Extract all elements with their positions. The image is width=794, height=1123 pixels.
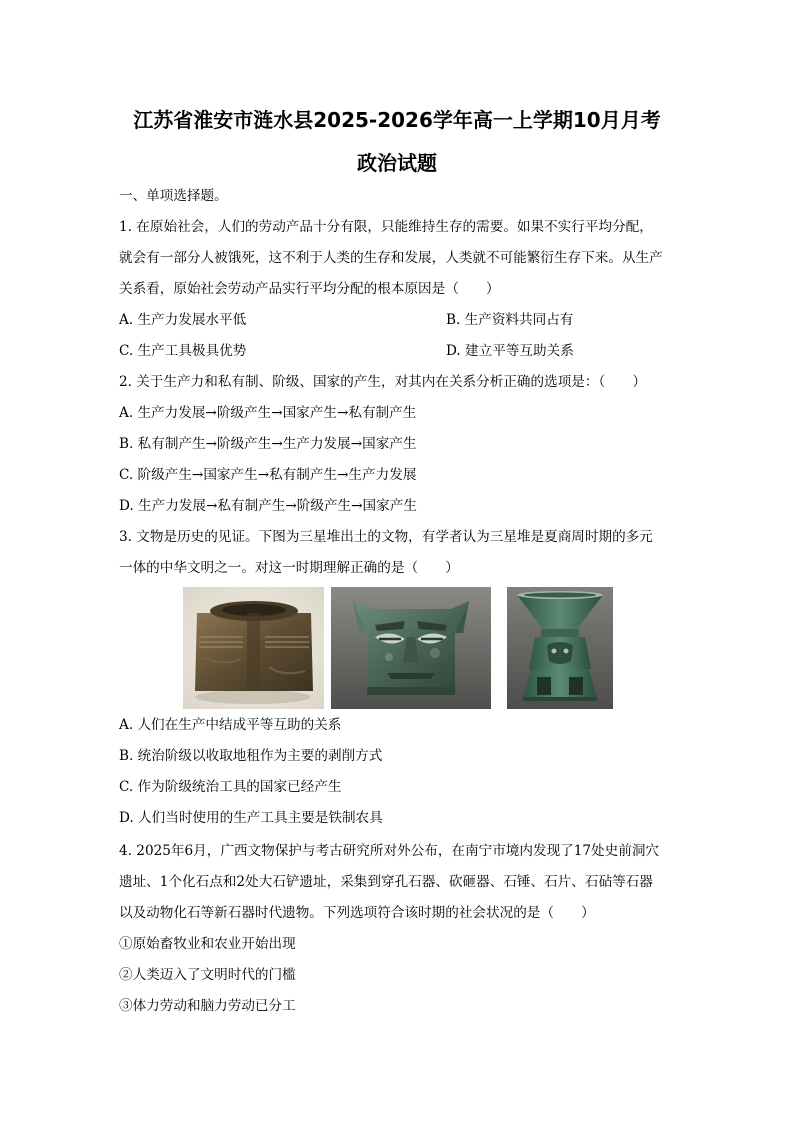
question-4-stem-line-2: 遗址、1个化石点和2处大石铲遗址，采集到穿孔石器、砍砸器、石锤、石片、石砧等石器 — [119, 874, 653, 890]
question-3-option-a: A. 人们在生产中结成平等互助的关系 — [119, 717, 342, 733]
question-2-option-c: C. 阶级产生→国家产生→私有制产生→生产力发展 — [119, 467, 417, 483]
bronze-zun-vessel-image — [507, 587, 613, 709]
question-1-option-c: C. 生产工具极具优势 — [119, 343, 247, 359]
question-3-figures — [183, 587, 613, 709]
question-2-option-d: D. 生产力发展→私有制产生→阶级产生→国家产生 — [119, 498, 417, 514]
question-3-option-c: C. 作为阶级统治工具的国家已经产生 — [119, 779, 342, 795]
exam-title-line1: 江苏省淮安市涟水县2025-2026学年高一上学期10月月考 — [133, 108, 661, 132]
question-3-option-b: B. 统治阶级以收取地租作为主要的剥削方式 — [119, 748, 383, 764]
bronze-mask-image — [331, 587, 491, 709]
question-1-option-a: A. 生产力发展水平低 — [119, 312, 247, 328]
question-3-stem-line-1: 3. 文物是历史的见证。下图为三星堆出土的文物，有学者认为三星堆是夏商周时期的多元 — [119, 529, 653, 545]
question-1-stem-line-3: 关系看，原始社会劳动产品实行平均分配的根本原因是（ ） — [119, 281, 500, 297]
question-1-option-b: B. 生产资料共同占有 — [446, 312, 574, 328]
exam-title-line2: 政治试题 — [357, 151, 437, 175]
question-4-stem-line-3: 以及动物化石等新石器时代遗物。下列选项符合该时期的社会状况的是（ ） — [119, 905, 595, 921]
section-heading: 一、单项选择题。 — [119, 188, 228, 204]
question-1-option-d: D. 建立平等互助关系 — [446, 343, 574, 359]
question-4-statement-3: ③体力劳动和脑力劳动已分工 — [119, 998, 296, 1014]
question-3-option-d: D. 人们当时使用的生产工具主要是铁制农具 — [119, 810, 383, 826]
question-4-statement-1: ①原始畜牧业和农业开始出现 — [119, 936, 296, 952]
question-2-option-a: A. 生产力发展→阶级产生→国家产生→私有制产生 — [119, 405, 417, 421]
jade-cong-image — [183, 587, 324, 709]
question-2-option-b: B. 私有制产生→阶级产生→生产力发展→国家产生 — [119, 436, 417, 452]
question-3-stem-line-2: 一体的中华文明之一。对这一时期理解正确的是（ ） — [119, 560, 459, 576]
question-2-stem-line-1: 2. 关于生产力和私有制、阶级、国家的产生，对其内在关系分析正确的选项是：（ ） — [119, 374, 647, 390]
question-4-statement-2: ②人类迈入了文明时代的门槛 — [119, 967, 296, 983]
question-1-stem-line-2: 就会有一部分人被饿死，这不利于人类的生存和发展，人类就不可能繁衍生存下来。从生产 — [119, 250, 663, 266]
question-4-stem-line-1: 4. 2025年6月，广西文物保护与考古研究所对外公布，在南宁市境内发现了17处史前洞穴 — [119, 843, 660, 859]
question-1-stem-line-1: 1. 在原始社会，人们的劳动产品十分有限，只能维持生存的需要。如果不实行平均分配， — [119, 219, 653, 235]
